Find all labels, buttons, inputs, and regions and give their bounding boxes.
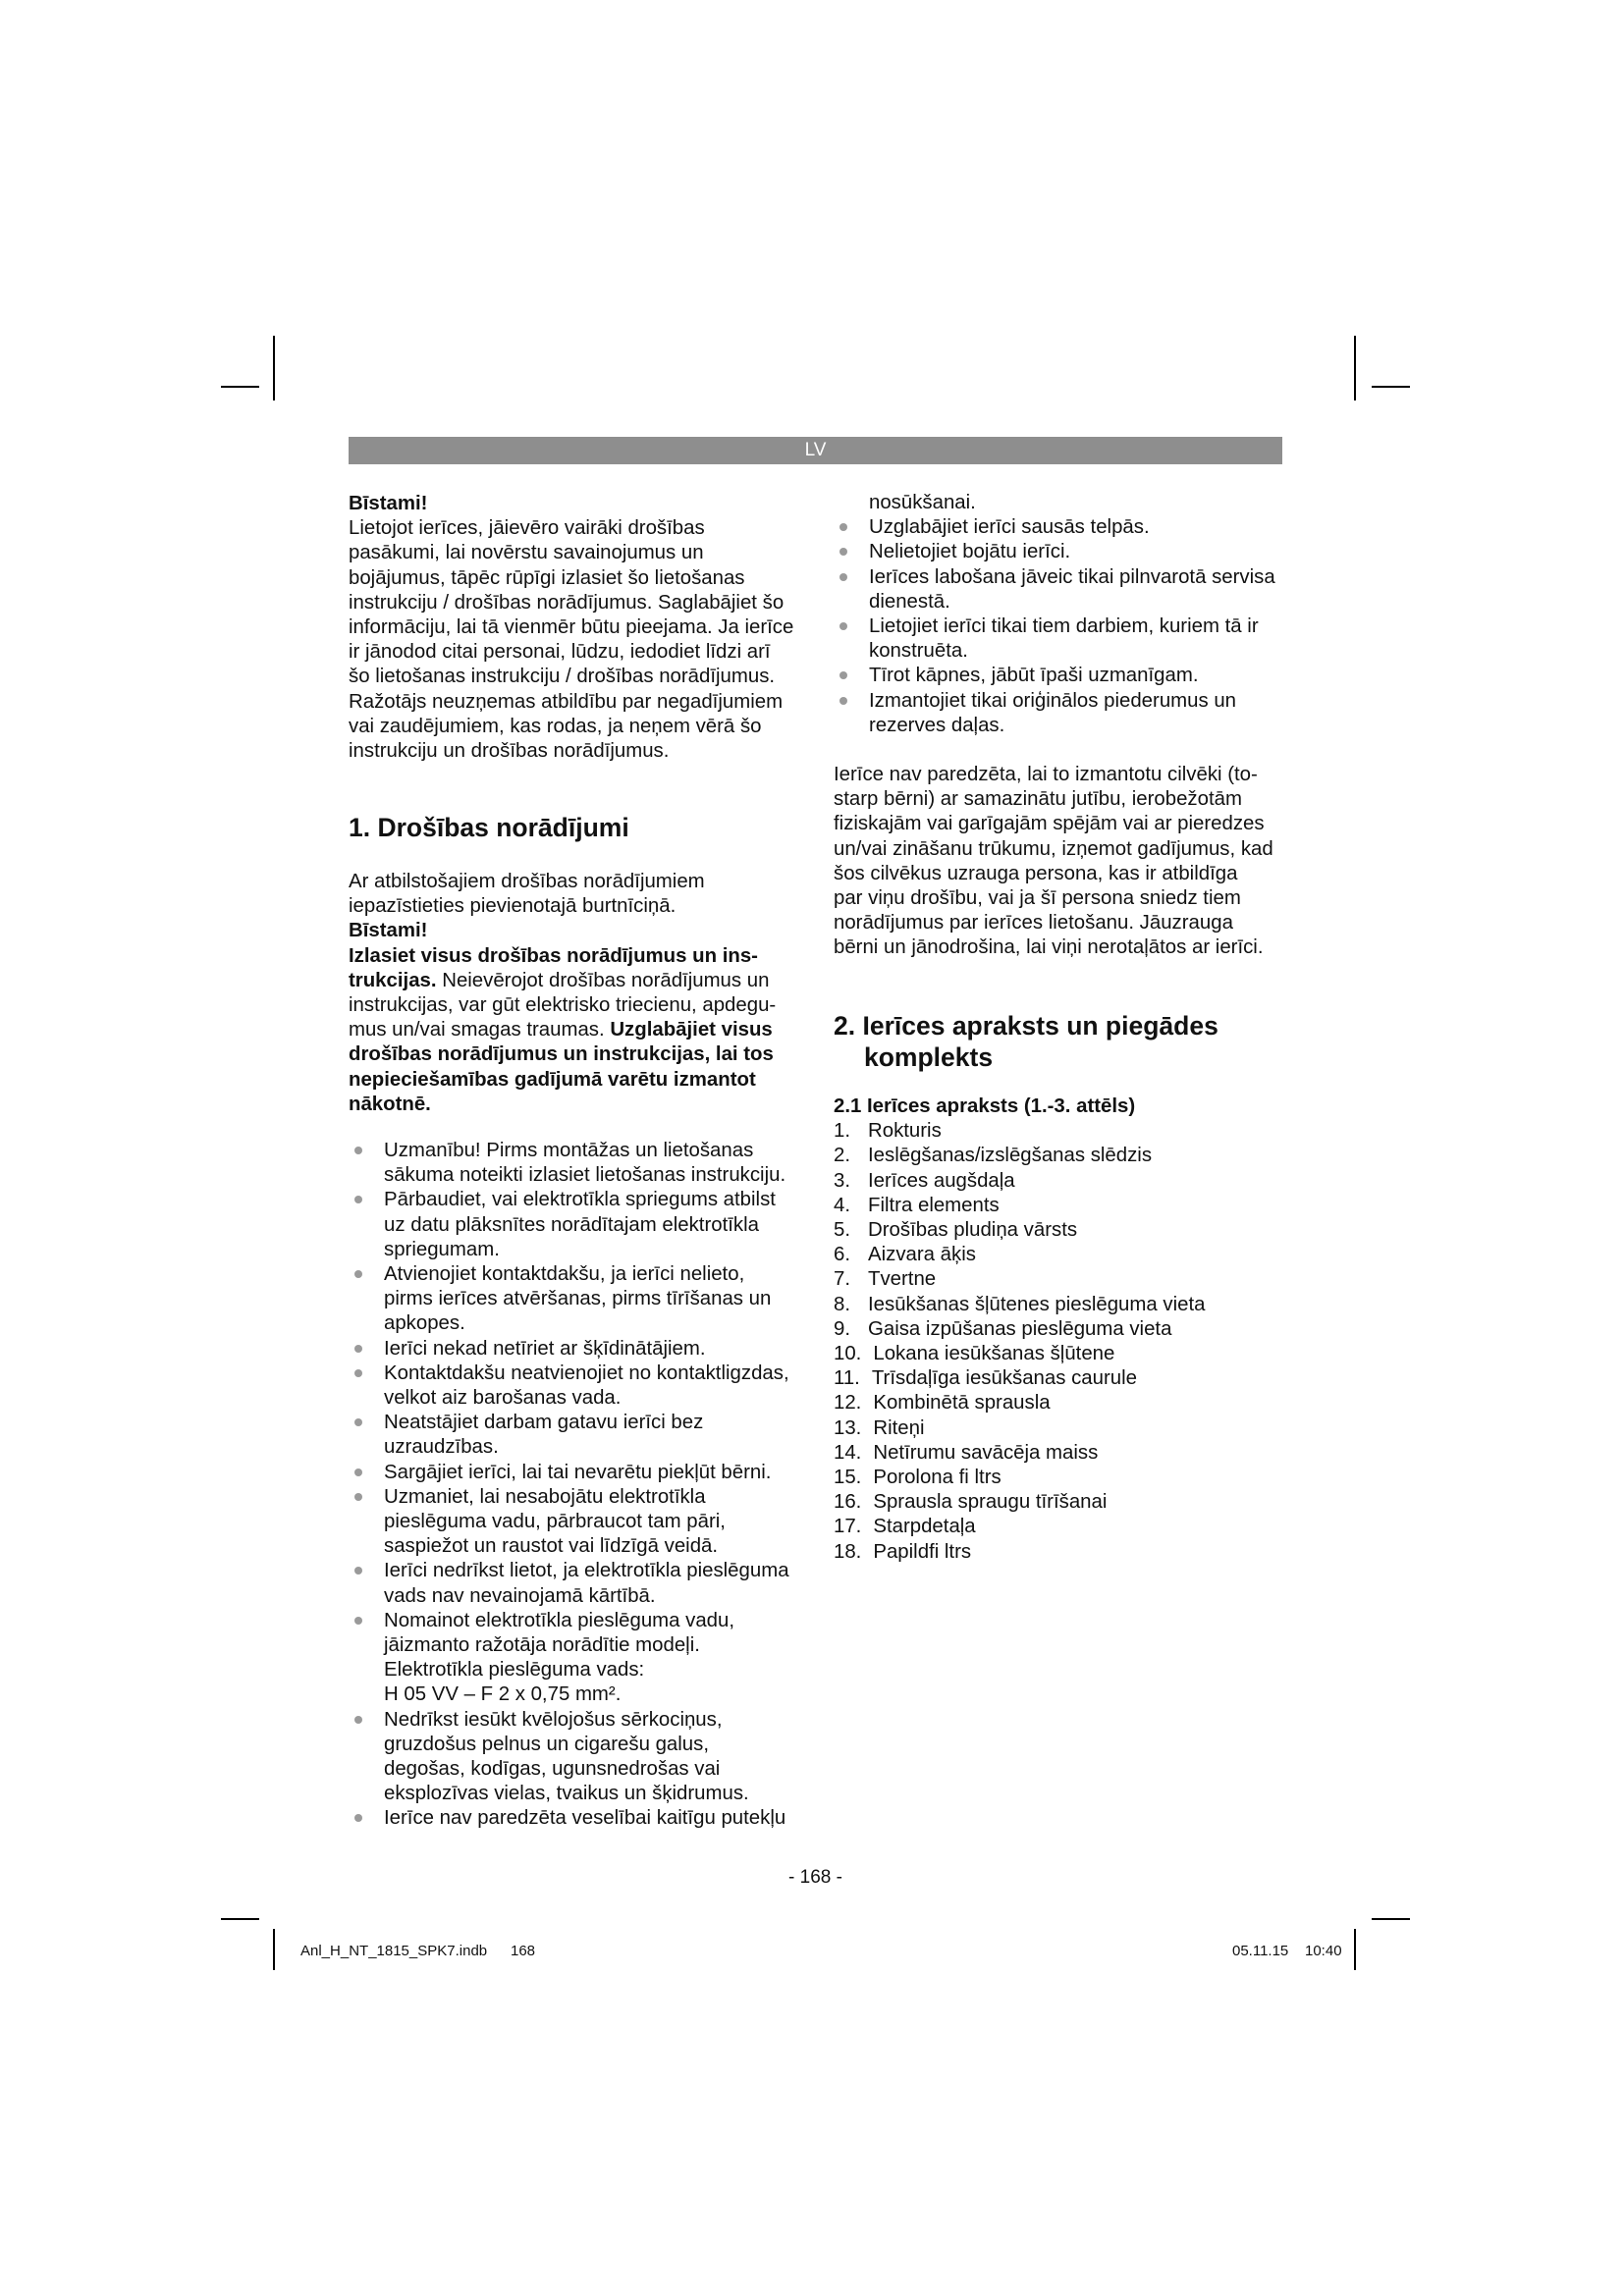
parts-list-label: Rokturis <box>868 1120 942 1143</box>
parts-list-number: 14. <box>834 1441 862 1464</box>
bullet-icon <box>354 1345 362 1353</box>
parts-list-label: Starpdetaļa <box>873 1516 976 1538</box>
section-1-heading-block <box>349 813 810 844</box>
crop-mark-bottom-right-vertical <box>1354 1929 1356 1970</box>
bullet-icon <box>354 1147 362 1154</box>
footer-date: 05.11.15 <box>1232 1943 1289 1959</box>
bullet-icon <box>354 1418 362 1426</box>
parts-list-number: 13. <box>834 1416 862 1439</box>
list-item-text: Ierīci nedrīkst lietot, ja elektrotīkla pieslēguma vads nav nevainojamā kārtībā. <box>384 1560 789 1607</box>
bullet-icon <box>354 1567 362 1575</box>
list-item-text: Uzmanību! Pirms montāžas un lietošanas sākuma noteikti izlasiet lietošanas instrukciju. <box>384 1140 786 1187</box>
parts-list-block <box>834 1095 1295 1565</box>
parts-list-number: 3. <box>834 1169 851 1192</box>
parts-list-item <box>834 1342 1295 1366</box>
parts-list-item <box>834 1267 1295 1292</box>
parts-list-number: 9. <box>834 1317 851 1340</box>
language-header-bar <box>349 437 1282 464</box>
parts-list-label: Porolona fi ltrs <box>873 1467 1001 1489</box>
list-item <box>349 1411 810 1460</box>
list-item-text: Atvienojiet kontaktdakšu, ja ierīci nelieto, pirms ierīces atvēršanas, pirms tīrīšanas un apkopes. <box>384 1263 772 1335</box>
bullet-icon <box>839 622 847 630</box>
parts-list-label: Drošības pludiņa vārsts <box>868 1219 1078 1242</box>
parts-list-item <box>834 1218 1295 1243</box>
crop-mark-top-right-vertical <box>1354 336 1356 400</box>
parts-list-label: Ieslēgšanas/izslēgšanas slēdzis <box>868 1145 1153 1167</box>
bullet-icon <box>354 1617 362 1625</box>
crop-mark-bottom-left-vertical <box>273 1929 275 1970</box>
parts-list-item <box>834 1366 1295 1391</box>
parts-list-number: 12. <box>834 1392 862 1415</box>
list-item <box>834 565 1295 614</box>
parts-list-label: Riteņi <box>873 1416 925 1439</box>
crop-mark-top-left-horizontal <box>221 386 259 388</box>
parts-list-number: 10. <box>834 1343 862 1365</box>
footer-file-name: Anl_H_NT_1815_SPK7.indb <box>300 1943 488 1959</box>
section-1-intro-block <box>349 870 810 1117</box>
list-item-text: Izmantojiet tikai oriģinālos piederumus un rezerves daļas. <box>869 689 1237 736</box>
parts-list-number: 16. <box>834 1491 862 1514</box>
parts-list-label: Filtra elements <box>868 1194 1000 1216</box>
safety-bullet-list <box>349 1139 810 1832</box>
list-item <box>349 1262 810 1337</box>
parts-list-item <box>834 1466 1295 1490</box>
parts-list-number: 5. <box>834 1219 851 1242</box>
parts-list-label: Sprausla spraugu tīrīšanai <box>873 1491 1108 1514</box>
parts-list-item <box>834 1119 1295 1144</box>
bullet-icon <box>839 697 847 705</box>
warning-bold-text-1: Izlasiet visus drošības norādījumus un ins- trukcijas. <box>349 944 758 991</box>
list-item-text: Uzglabājiet ierīci sausās telpās. <box>869 516 1150 539</box>
parts-list-item <box>834 1194 1295 1218</box>
parts-list-item <box>834 1540 1295 1565</box>
parts-list-number: 2. <box>834 1145 851 1167</box>
parts-list-number: 1. <box>834 1120 851 1143</box>
bullet-icon <box>354 1814 362 1822</box>
section-1-heading: 1. Drošības norādījumi <box>349 813 629 842</box>
bullet-icon <box>354 1493 362 1501</box>
section-2-1-subheading: 2.1 Ierīces apraksts (1.-3. attēls) <box>834 1095 1136 1117</box>
list-item <box>349 1337 810 1362</box>
bullet-icon <box>839 573 847 581</box>
intro-warning-title: Bīstami! <box>349 493 428 514</box>
bullet-icon <box>839 671 847 679</box>
list-item <box>834 689 1295 738</box>
parts-list-label: Gaisa izpūšanas pieslēguma vieta <box>868 1317 1172 1340</box>
section-2-heading: 2. Ierīces apraksts un piegādes komplekts <box>834 1011 1218 1072</box>
warning-bold-text-2: Uzglabājiet visus drošības norādījumus un instrukcijas, lai tos nepieciešamības gadījumā varētu izmantot nākotnē. <box>349 1019 774 1115</box>
bullet-icon <box>354 1369 362 1377</box>
parts-list-label: Papildfi ltrs <box>873 1540 972 1563</box>
parts-list-label: Trīsdaļīga iesūkšanas caurule <box>871 1367 1137 1390</box>
list-item-text: Neatstājiet darbam gatavu ierīci bez uzraudzības. <box>384 1412 704 1459</box>
warning-text: Neievērojot drošības norādījumus un instrukcijas, var gūt elektrisko triecienu, apdegu- mus un/vai smagas traumas. <box>349 969 777 1041</box>
list-item <box>834 515 1295 540</box>
page-number: - 168 - <box>788 1867 842 1888</box>
section-1-warning-title: Bīstami! <box>349 920 428 942</box>
parts-list-label: Kombinētā sprausla <box>873 1392 1051 1415</box>
bullet-icon <box>354 1196 362 1203</box>
parts-list-number: 8. <box>834 1293 851 1315</box>
parts-list-number: 6. <box>834 1244 851 1266</box>
parts-list-item <box>834 1391 1295 1415</box>
list-item-text: Kontaktdakšu neatvienojiet no kontaktligzdas, velkot aiz barošanas vada. <box>384 1362 789 1410</box>
list-item-text: Ierīces labošana jāveic tikai pilnvarotā servisa dienestā. <box>869 565 1275 613</box>
list-item-text: Nomainot elektrotīkla pieslēguma vadu, jāizmanto ražotāja norādītie modeļi. Elektrotīkla pieslēguma vads: H 05 VV – F 2 x 0,75 mm². <box>384 1609 735 1706</box>
usage-note-text: Ierīce nav paredzēta, lai to izmantotu cilvēki (to- starp bērni) ar samazinātu jutību, ierobežotām fiziskajām vai garīgajām spējām vai ar pieredzes un/vai zināšanu trūkumu, izņemot gadījumus, kad šos cilvēkus uzrauga persona, kas ir atbildīga par viņu drošību, vai ja šī persona sniedz tiem norādījumus par ierīces lietošanu. Jāuzrauga bērni un jānodrošina, lai viņi nerotaļātos ar ierīci. <box>834 764 1273 959</box>
usage-note-block <box>834 763 1295 961</box>
intro-warning-text: Lietojot ierīces, jāievēro vairāki drošības pasākumi, lai novērstu savainojumus un bojājumus, tāpēc rūpīgi izlasiet šo lietošanas instrukciju / drošības norādījumus. Saglabājiet šo informāciju, lai tā vienmēr būtu pieejama. Ja ierīce ir jānodod citai personai, lūdzu, iedodiet līdzi arī šo lietošanas instrukciju / drošības norādījumus. Ražotājs neuzņemas atbildību par negadījumiem vai zaudējumiem, kas rodas, ja neņem vērā šo instrukciju un drošības norādījumus. <box>349 517 794 763</box>
list-item <box>349 1708 810 1807</box>
parts-list-item <box>834 1416 1295 1441</box>
parts-list-item <box>834 1169 1295 1194</box>
list-item-text: Uzmaniet, lai nesabojātu elektrotīkla pieslēguma vadu, pārbraucot tam pāri, saspiežot un raustot vai līdzīgā veidā. <box>384 1485 726 1558</box>
list-item-text: Ierīci nekad netīriet ar šķīdinātājiem. <box>384 1337 706 1360</box>
parts-list-item <box>834 1490 1295 1515</box>
intro-warning-block <box>349 492 810 764</box>
parts-list-label: Iesūkšanas šļūtenes pieslēguma vieta <box>868 1293 1206 1315</box>
bullet-icon <box>839 548 847 556</box>
section-1-warning-paragraph <box>349 944 810 1117</box>
list-item-text: Nedrīkst iesūkt kvēlojošus sērkociņus, gruzdošus pelnus un cigarešu galus, degošas, kodīgas, ugunsnedrošas vai eksplozīvas vielas, tvaikus un šķidrumus. <box>384 1708 749 1805</box>
language-label: LV <box>804 440 827 460</box>
parts-list-number: 15. <box>834 1467 862 1489</box>
parts-list-item <box>834 1317 1295 1342</box>
section-1-intro-text: Ar atbilstošajiem drošības norādījumiem iepazīstieties pievienotajā burtnīciņā. <box>349 871 705 918</box>
list-item-text: Sargājiet ierīci, lai tai nevarētu piekļūt bērni. <box>384 1461 772 1483</box>
footer-page: 168 <box>511 1943 536 1959</box>
list-item <box>349 1139 810 1188</box>
crop-mark-top-left-vertical <box>273 336 275 400</box>
crop-mark-bottom-left-horizontal <box>221 1918 259 1920</box>
section-2-heading-block <box>834 1011 1295 1073</box>
crop-mark-top-right-horizontal <box>1372 386 1410 388</box>
parts-list-item <box>834 1144 1295 1168</box>
list-item-text: Ierīce nav paredzēta veselībai kaitīgu putekļu <box>384 1807 786 1830</box>
list-item-text: Pārbaudiet, vai elektrotīkla spriegums atbilst uz datu plāksnītes norādītajam elektrotīkla spriegumam. <box>384 1189 776 1260</box>
crop-mark-bottom-right-horizontal <box>1372 1918 1410 1920</box>
parts-list-number: 17. <box>834 1516 862 1538</box>
footer-time: 10:40 <box>1305 1943 1342 1959</box>
list-item <box>349 1461 810 1485</box>
list-item <box>834 664 1295 688</box>
parts-list-label: Lokana iesūkšanas šļūtene <box>873 1343 1115 1365</box>
parts-list-label: Tvertne <box>868 1268 937 1291</box>
parts-list-label: Aizvara āķis <box>868 1244 976 1266</box>
list-item <box>349 1485 810 1560</box>
list-item-text: Lietojiet ierīci tikai tiem darbiem, kuriem tā ir konstruēta. <box>869 615 1259 663</box>
list-item <box>349 1559 810 1608</box>
list-item <box>834 540 1295 564</box>
parts-list-item <box>834 1243 1295 1267</box>
parts-list-number: 4. <box>834 1194 851 1216</box>
list-item-text: Nelietojiet bojātu ierīci. <box>869 541 1071 563</box>
bullet-icon <box>354 1716 362 1724</box>
list-item <box>834 614 1295 664</box>
list-item <box>349 1609 810 1708</box>
parts-list-number: 18. <box>834 1540 862 1563</box>
parts-list-number: 11. <box>834 1367 860 1390</box>
list-item <box>349 1188 810 1262</box>
safety-bullet-list-continued <box>834 491 1295 738</box>
parts-list-item <box>834 1515 1295 1539</box>
list-item-continuation: nosūkšanai. <box>869 492 976 513</box>
list-item <box>349 1806 810 1831</box>
parts-list-number: 7. <box>834 1268 851 1291</box>
list-item <box>349 1362 810 1411</box>
parts-list-label: Netīrumu savācēja maiss <box>873 1441 1099 1464</box>
bullet-icon <box>839 523 847 531</box>
bullet-icon <box>354 1270 362 1278</box>
parts-list-label: Ierīces augšdaļa <box>868 1169 1015 1192</box>
parts-list-item <box>834 1293 1295 1317</box>
list-item-text: Tīrot kāpnes, jābūt īpaši uzmanīgam. <box>869 665 1199 687</box>
parts-list-item <box>834 1441 1295 1466</box>
bullet-icon <box>354 1468 362 1476</box>
